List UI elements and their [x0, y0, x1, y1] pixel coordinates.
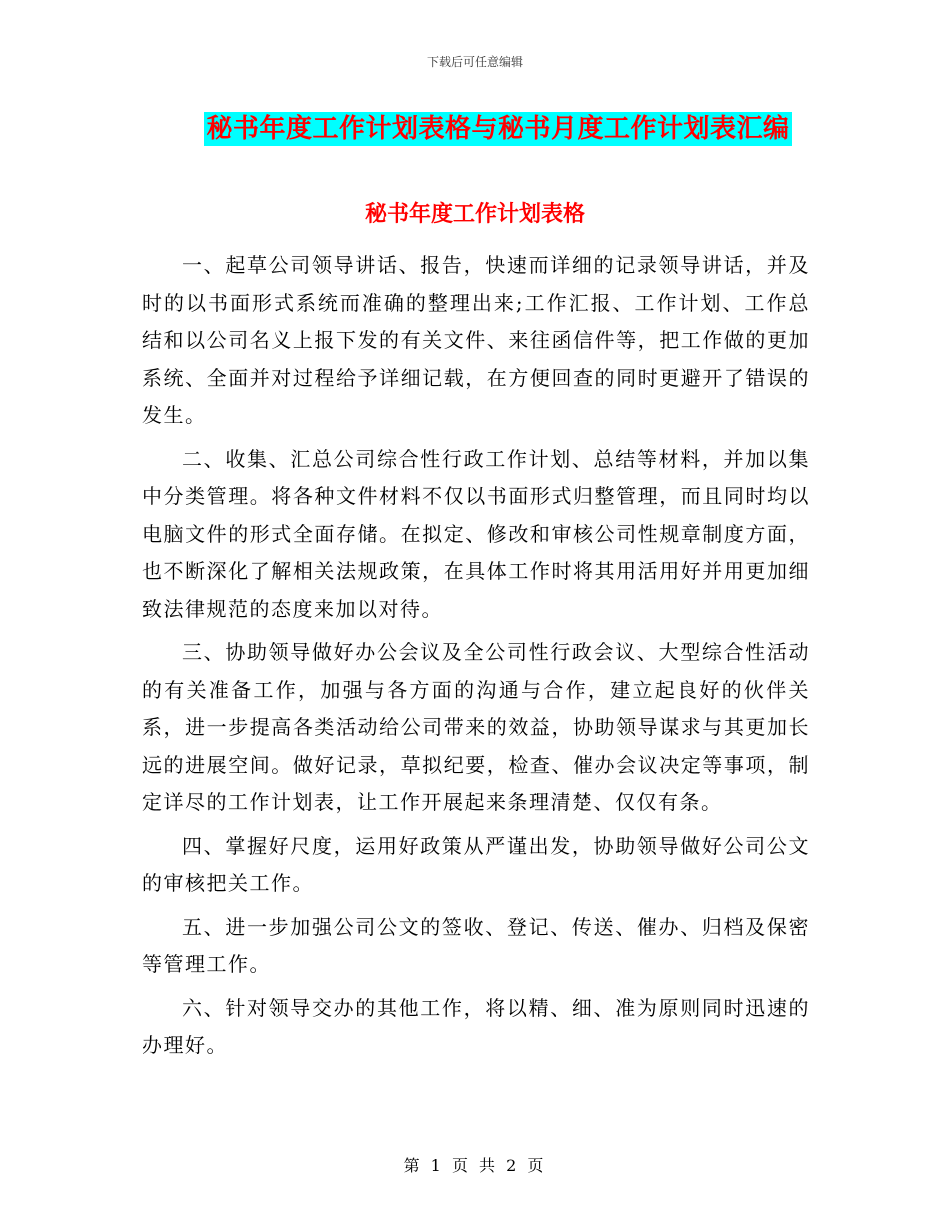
paragraph-6: 六、针对领导交办的其他工作，将以精、细、准为原则同时迅速的办理好。 [142, 995, 810, 1057]
paragraph-5: 五、进一步加强公司公文的签收、登记、传送、催办、归档及保密等管理工作。 [142, 914, 810, 976]
page-number: 第 1 页 共 2 页 [403, 1156, 547, 1175]
paragraph-2: 二、收集、汇总公司综合性行政工作计划、总结等材料，并加以集中分类管理。将各种文件材料不仅以书面形式归整管理，而且同时均以电脑文件的形式全面存储。在拟定、修改和审核公司性规章制度方面，也不断深化了解相关法规政策，在具体工作时将其用活用好并用更加细致法律规范的态度来加以对待。 [142, 446, 810, 621]
section-title: 秘书年度工作计划表格 [364, 202, 585, 227]
document-title: 秘书年度工作计划表格与秘书月度工作计划表汇编 [206, 114, 790, 144]
document-body [142, 247, 810, 1071]
paragraph-3: 三、协助领导做好办公会议及全公司性行政会议、大型综合性活动的有关准备工作，加强与各方面的沟通与合作，建立起良好的伙伴关系，进一步提高各类活动给公司带来的效益，协助领导谋求与其更加长远的进展空间。做好记录，草拟纪要，检查、催办会议决定等事项，制定详尽的工作计划表，让工作开展起来条理清楚、仅仅有条。 [142, 640, 810, 814]
document-title-container [0, 112, 950, 146]
paragraph-4: 四、掌握好尺度，运用好政策从严谨出发，协助领导做好公司公文的审核把关工作。 [142, 833, 810, 895]
header-note: 下载后可任意编辑 [426, 55, 523, 69]
paragraph-1: 一、起草公司领导讲话、报告，快速而详细的记录领导讲话，并及时的以书面形式系统而准确的整理出来;工作汇报、工作计划、工作总结和以公司名义上报下发的有关文件、来往函信件等，把工作做的更加系统、全面并对过程给予详细记载，在方便回查的同时更避开了错误的发生。 [142, 253, 810, 427]
